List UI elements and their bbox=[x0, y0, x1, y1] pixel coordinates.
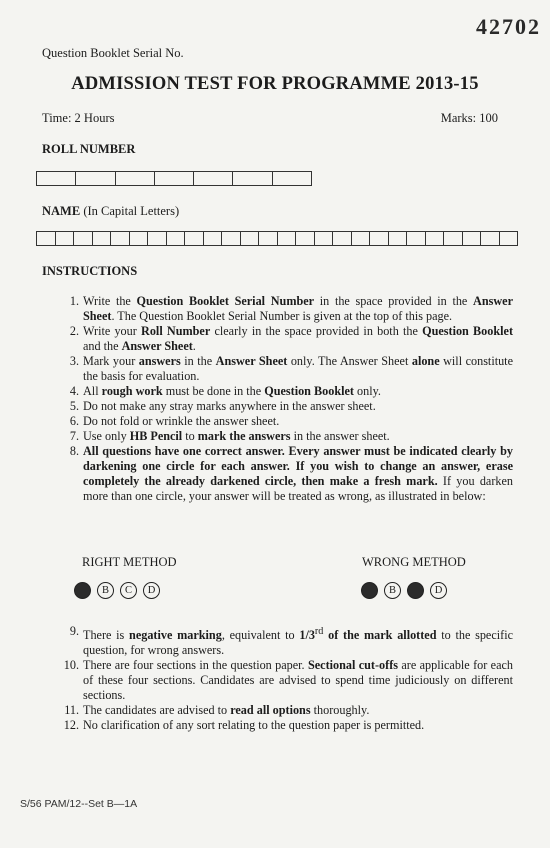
option-bubble: C bbox=[120, 582, 137, 599]
instruction-text: and the bbox=[83, 339, 122, 353]
roll-number-box[interactable] bbox=[116, 172, 155, 185]
instruction-number: 12. bbox=[63, 718, 79, 733]
name-letter-box[interactable] bbox=[74, 232, 93, 245]
name-letter-box[interactable] bbox=[37, 232, 56, 245]
instruction-item bbox=[69, 414, 513, 429]
exam-marks: Marks: 100 bbox=[440, 111, 498, 125]
instructions-list-continued bbox=[63, 624, 513, 733]
instruction-text: rd bbox=[314, 626, 324, 637]
instruction-text: There are four sections in the question paper. bbox=[83, 658, 308, 673]
instruction-text: , equivalent to bbox=[221, 628, 300, 643]
instruction-text: The candidates are advised to bbox=[83, 703, 231, 718]
instruction-item bbox=[69, 354, 513, 384]
option-bubble: B bbox=[97, 582, 114, 599]
booklet-serial-number: 42702 bbox=[476, 14, 541, 39]
name-boxes[interactable] bbox=[36, 231, 518, 246]
wrong-method-bubbles bbox=[361, 582, 447, 599]
name-letter-box[interactable] bbox=[111, 232, 130, 245]
name-letter-box[interactable] bbox=[352, 232, 371, 245]
instruction-item bbox=[69, 444, 513, 504]
instruction-text: All questions have one correct answer. Every answer must be indicated clearly by darkening one circle for each answer. If you wish to change an answer, erase completely the already darkened circle, then make a fresh mark. bbox=[83, 444, 513, 488]
instructions-list bbox=[69, 294, 513, 504]
instruction-text: in the space provided in the bbox=[314, 294, 474, 308]
option-bubble: D bbox=[143, 582, 160, 599]
instruction-number: 2. bbox=[69, 324, 79, 338]
instruction-number: 4. bbox=[69, 384, 79, 398]
name-label bbox=[42, 204, 179, 219]
instruction-number: 11. bbox=[64, 703, 79, 718]
instruction-number: 6. bbox=[69, 414, 79, 428]
name-letter-box[interactable] bbox=[407, 232, 426, 245]
name-letter-box[interactable] bbox=[148, 232, 167, 245]
roll-number-boxes[interactable] bbox=[36, 171, 312, 186]
filled-bubble bbox=[361, 582, 378, 599]
instruction-text: Answer Sheet bbox=[83, 294, 513, 323]
instructions-heading: INSTRUCTIONS bbox=[42, 264, 138, 278]
option-bubble: B bbox=[384, 582, 401, 599]
instruction-item bbox=[69, 429, 513, 444]
instruction-text: There is bbox=[83, 628, 130, 643]
roll-number-box[interactable] bbox=[233, 172, 272, 185]
instruction-text: mark the answers bbox=[197, 429, 291, 443]
instruction-number: 5. bbox=[69, 399, 79, 413]
instruction-item bbox=[63, 718, 513, 733]
instruction-text: Question Booklet bbox=[422, 324, 513, 338]
instruction-number: 10. bbox=[63, 658, 79, 673]
name-letter-box[interactable] bbox=[315, 232, 334, 245]
name-letter-box[interactable] bbox=[296, 232, 315, 245]
instruction-text: in the bbox=[180, 354, 216, 368]
instruction-text: rough work bbox=[101, 384, 163, 398]
name-letter-box[interactable] bbox=[389, 232, 408, 245]
instruction-number: 9. bbox=[69, 624, 79, 638]
name-letter-box[interactable] bbox=[185, 232, 204, 245]
page-title: ADMISSION TEST FOR PROGRAMME 2013-15 bbox=[71, 74, 479, 94]
name-letter-box[interactable] bbox=[481, 232, 500, 245]
instruction-text: No clarification of any sort relating to the question paper is permitted. bbox=[83, 718, 425, 733]
roll-number-box[interactable] bbox=[76, 172, 115, 185]
booklet-serial-label: Question Booklet Serial No. bbox=[42, 46, 184, 60]
name-letter-box[interactable] bbox=[463, 232, 482, 245]
instruction-text: only. bbox=[353, 384, 381, 398]
instruction-text: read all options bbox=[230, 703, 311, 718]
roll-number-box[interactable] bbox=[155, 172, 194, 185]
instruction-text: thoroughly. bbox=[310, 703, 370, 718]
instruction-text: 1/3 bbox=[299, 628, 315, 643]
instruction-text: to bbox=[182, 429, 198, 443]
right-method-bubbles bbox=[74, 582, 160, 599]
filled-bubble bbox=[74, 582, 91, 599]
right-method-label: RIGHT METHOD bbox=[82, 555, 177, 569]
instruction-item bbox=[69, 399, 513, 414]
name-letter-box[interactable] bbox=[370, 232, 389, 245]
instruction-item bbox=[64, 703, 513, 718]
instruction-text: Do not make any stray marks anywhere in the answer sheet. bbox=[83, 399, 376, 413]
name-label-rest: (In Capital Letters) bbox=[80, 204, 180, 218]
instruction-text: Mark your bbox=[83, 354, 139, 368]
roll-number-box[interactable] bbox=[194, 172, 233, 185]
roll-number-label: ROLL NUMBER bbox=[42, 142, 136, 156]
instruction-number: 8. bbox=[69, 444, 79, 458]
option-bubble: D bbox=[430, 582, 447, 599]
roll-number-box[interactable] bbox=[273, 172, 311, 185]
exam-time: Time: 2 Hours bbox=[42, 111, 115, 125]
instruction-text: answers bbox=[138, 354, 181, 368]
instruction-text: Use only bbox=[83, 429, 130, 443]
roll-number-box[interactable] bbox=[37, 172, 76, 185]
instruction-item bbox=[69, 384, 513, 399]
name-letter-box[interactable] bbox=[500, 232, 518, 245]
instruction-text: . bbox=[192, 339, 196, 353]
name-letter-box[interactable] bbox=[93, 232, 112, 245]
instruction-text: . The Question Booklet Serial Number is given at the top of this page. bbox=[111, 309, 453, 323]
instruction-text: will constitute the basis for evaluation. bbox=[83, 354, 513, 383]
name-letter-box[interactable] bbox=[241, 232, 260, 245]
instruction-text: alone bbox=[411, 354, 440, 368]
instruction-text: If you darken more than one circle, your answer will be treated as wrong, as illustrated in below: bbox=[83, 474, 513, 503]
instruction-text: must be done in the bbox=[162, 384, 265, 398]
instruction-text: Question Booklet Serial Number bbox=[136, 294, 315, 308]
instruction-text: Write your bbox=[83, 324, 142, 338]
instruction-text: only. The Answer Sheet bbox=[287, 354, 412, 368]
name-label-bold: NAME bbox=[42, 204, 81, 218]
name-letter-box[interactable] bbox=[278, 232, 297, 245]
name-letter-box[interactable] bbox=[130, 232, 149, 245]
instruction-text: All bbox=[83, 384, 102, 398]
instruction-item bbox=[69, 624, 513, 658]
name-letter-box[interactable] bbox=[56, 232, 75, 245]
wrong-method-label: WRONG METHOD bbox=[362, 555, 466, 569]
name-letter-box[interactable] bbox=[222, 232, 241, 245]
instruction-text: HB Pencil bbox=[129, 429, 183, 443]
name-letter-box[interactable] bbox=[167, 232, 186, 245]
name-letter-box[interactable] bbox=[426, 232, 445, 245]
instruction-number: 7. bbox=[69, 429, 79, 443]
instruction-number: 3. bbox=[69, 354, 79, 368]
instruction-item bbox=[69, 294, 513, 324]
instruction-text: Write the bbox=[83, 294, 137, 308]
instruction-item bbox=[63, 658, 513, 703]
instruction-text: to the specific question, for wrong answers. bbox=[83, 628, 513, 658]
instruction-text: Do not fold or wrinkle the answer sheet. bbox=[83, 414, 280, 428]
instruction-text: Answer Sheet bbox=[215, 354, 288, 368]
instruction-text: are applicable for each of these four sections. Candidates are advised to spend time judiciously on different sections. bbox=[83, 658, 513, 703]
instruction-text: Roll Number bbox=[141, 324, 211, 338]
instruction-text: Sectional cut-offs bbox=[307, 658, 398, 673]
filled-bubble bbox=[407, 582, 424, 599]
instruction-text: negative marking bbox=[129, 628, 222, 643]
name-letter-box[interactable] bbox=[204, 232, 223, 245]
name-letter-box[interactable] bbox=[259, 232, 278, 245]
instruction-text: Answer Sheet bbox=[121, 339, 193, 353]
name-letter-box[interactable] bbox=[333, 232, 352, 245]
instruction-text: Question Booklet bbox=[264, 384, 354, 398]
instruction-number: 1. bbox=[69, 294, 79, 308]
name-letter-box[interactable] bbox=[444, 232, 463, 245]
instruction-text: clearly in the space provided in both the bbox=[210, 324, 423, 338]
instruction-text: of the mark allotted bbox=[323, 628, 437, 643]
instruction-item bbox=[69, 324, 513, 354]
instruction-text: in the answer sheet. bbox=[290, 429, 390, 443]
footer-code: S/56 PAM/12--Set B—1A bbox=[20, 798, 138, 810]
